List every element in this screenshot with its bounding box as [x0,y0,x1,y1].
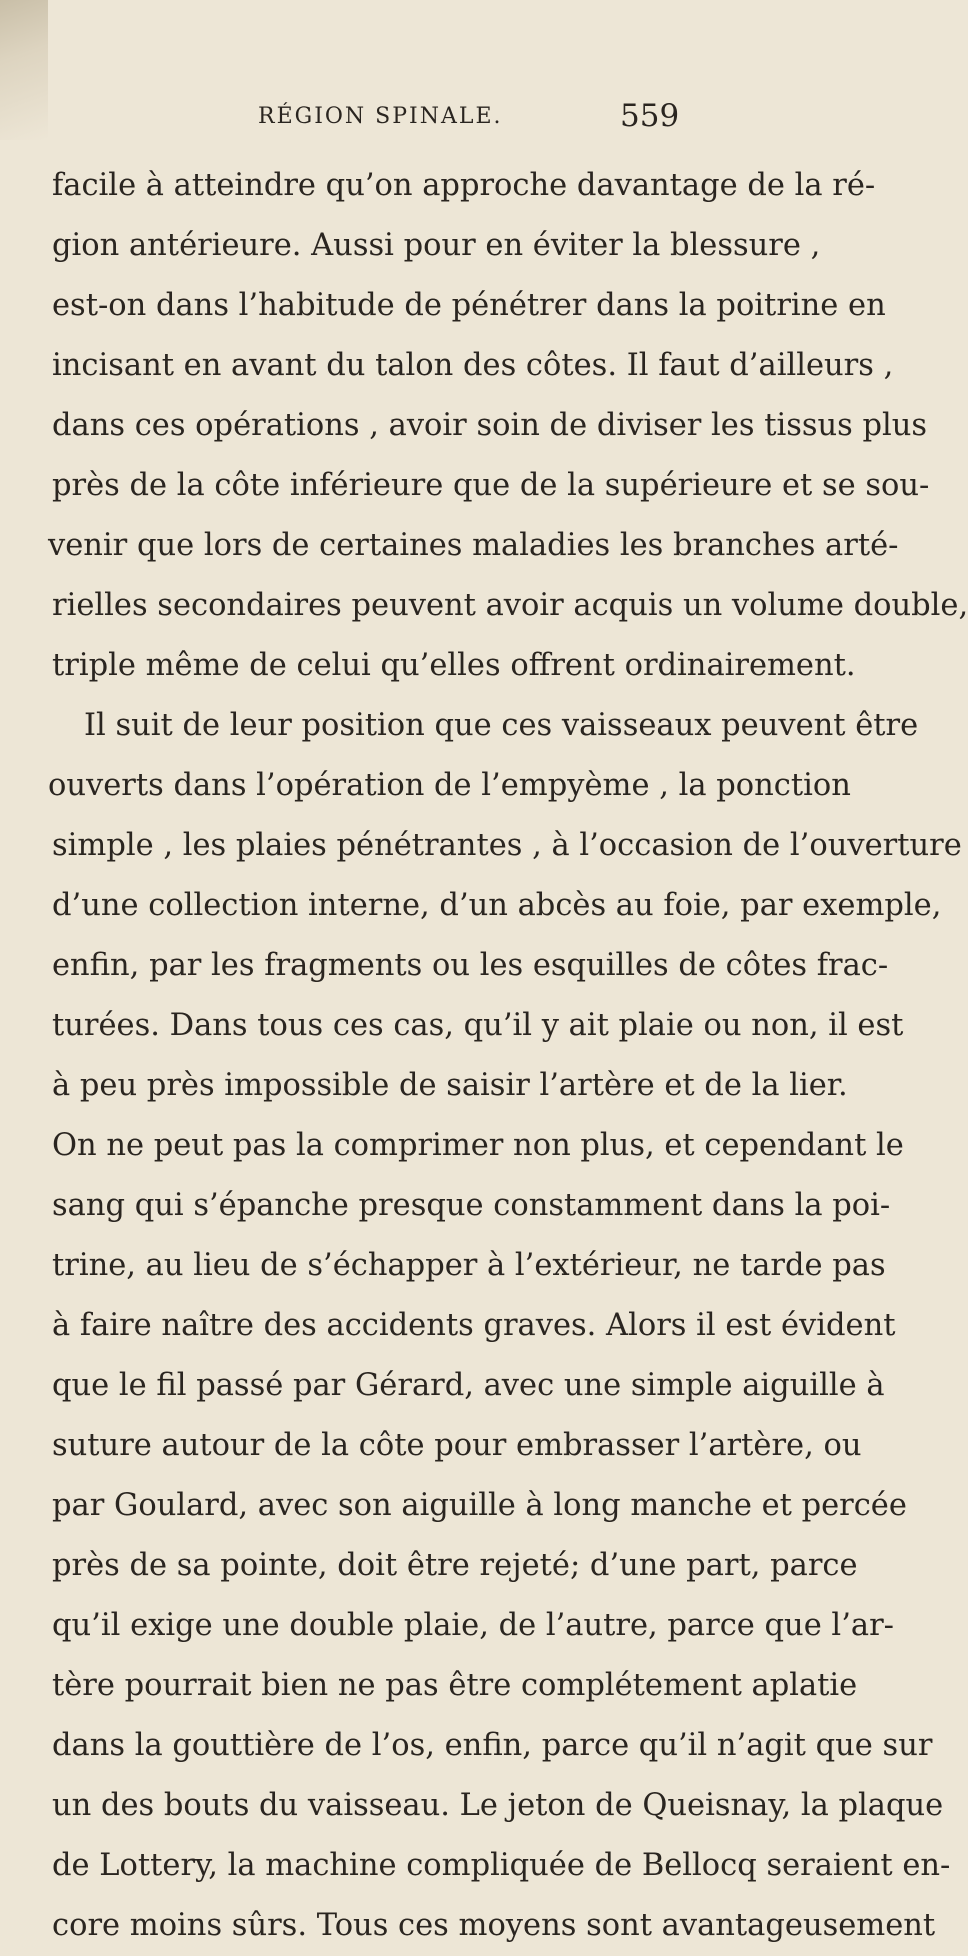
text-line: par Goulard, avec son aiguille à long manche et percée [52,1488,907,1523]
text-line: turées. Dans tous ces cas, qu’il y ait plaie ou non, il est [52,1008,904,1043]
text-line: à faire naître des accidents graves. Alors il est évident [52,1308,896,1343]
running-title: RÉGION SPINALE. [258,104,503,129]
text-line: ouverts dans l’opération de l’empyème , la ponction [48,768,851,803]
text-line: à peu près impossible de saisir l’artère et de la lier. [52,1068,848,1103]
text-line: près de la côte inférieure que de la supérieure et se sou- [52,468,930,503]
text-line: enfin, par les fragments ou les esquilles de côtes frac- [52,948,889,983]
text-line: qu’il exige une double plaie, de l’autre, parce que l’ar- [52,1608,894,1643]
text-line: On ne peut pas la comprimer non plus, et cependant le [52,1128,904,1163]
text-line: près de sa pointe, doit être rejeté; d’une part, parce [52,1548,858,1583]
text-line: d’une collection interne, d’un abcès au foie, par exemple, [52,888,942,923]
text-line: trine, au lieu de s’échapper à l’extérieur, ne tarde pas [52,1248,886,1283]
page-number: 559 [620,98,680,134]
text-line: est-on dans l’habitude de pénétrer dans la poitrine en [52,288,886,323]
text-line: que le fil passé par Gérard, avec une simple aiguille à [52,1368,885,1403]
text-line: dans ces opérations , avoir soin de diviser les tissus plus [52,408,928,443]
paragraph-start-line: Il suit de leur position que ces vaisseaux peuvent être [84,708,919,743]
text-line: de Lottery, la machine compliquée de Bellocq seraient en- [52,1848,951,1883]
text-line: gion antérieure. Aussi pour en éviter la blessure , [52,228,821,263]
text-line: rielles secondaires peuvent avoir acquis un volume double, [52,588,968,623]
text-line: simple , les plaies pénétrantes , à l’occasion de l’ouverture [52,828,962,863]
text-line: sang qui s’épanche presque constamment dans la poi- [52,1188,891,1223]
text-line: un des bouts du vaisseau. Le jeton de Queisnay, la plaque [52,1788,944,1823]
text-line: tère pourrait bien ne pas être complétement aplatie [52,1668,858,1703]
text-line: facile à atteindre qu’on approche davantage de la ré- [52,168,876,203]
text-line: dans la gouttière de l’os, enfin, parce qu’il n’agit que sur [52,1728,933,1763]
text-line: suture autour de la côte pour embrasser l’artère, ou [52,1428,862,1463]
text-line: incisant en avant du talon des côtes. Il faut d’ailleurs , [52,348,894,383]
page-header [0,98,800,144]
body-text [48,156,968,1956]
text-line: core moins sûrs. Tous ces moyens sont avantageusement [52,1908,936,1943]
paragraph-end-line: triple même de celui qu’elles offrent ordinairement. [52,648,856,683]
text-line: venir que lors de certaines maladies les branches arté- [48,528,899,563]
